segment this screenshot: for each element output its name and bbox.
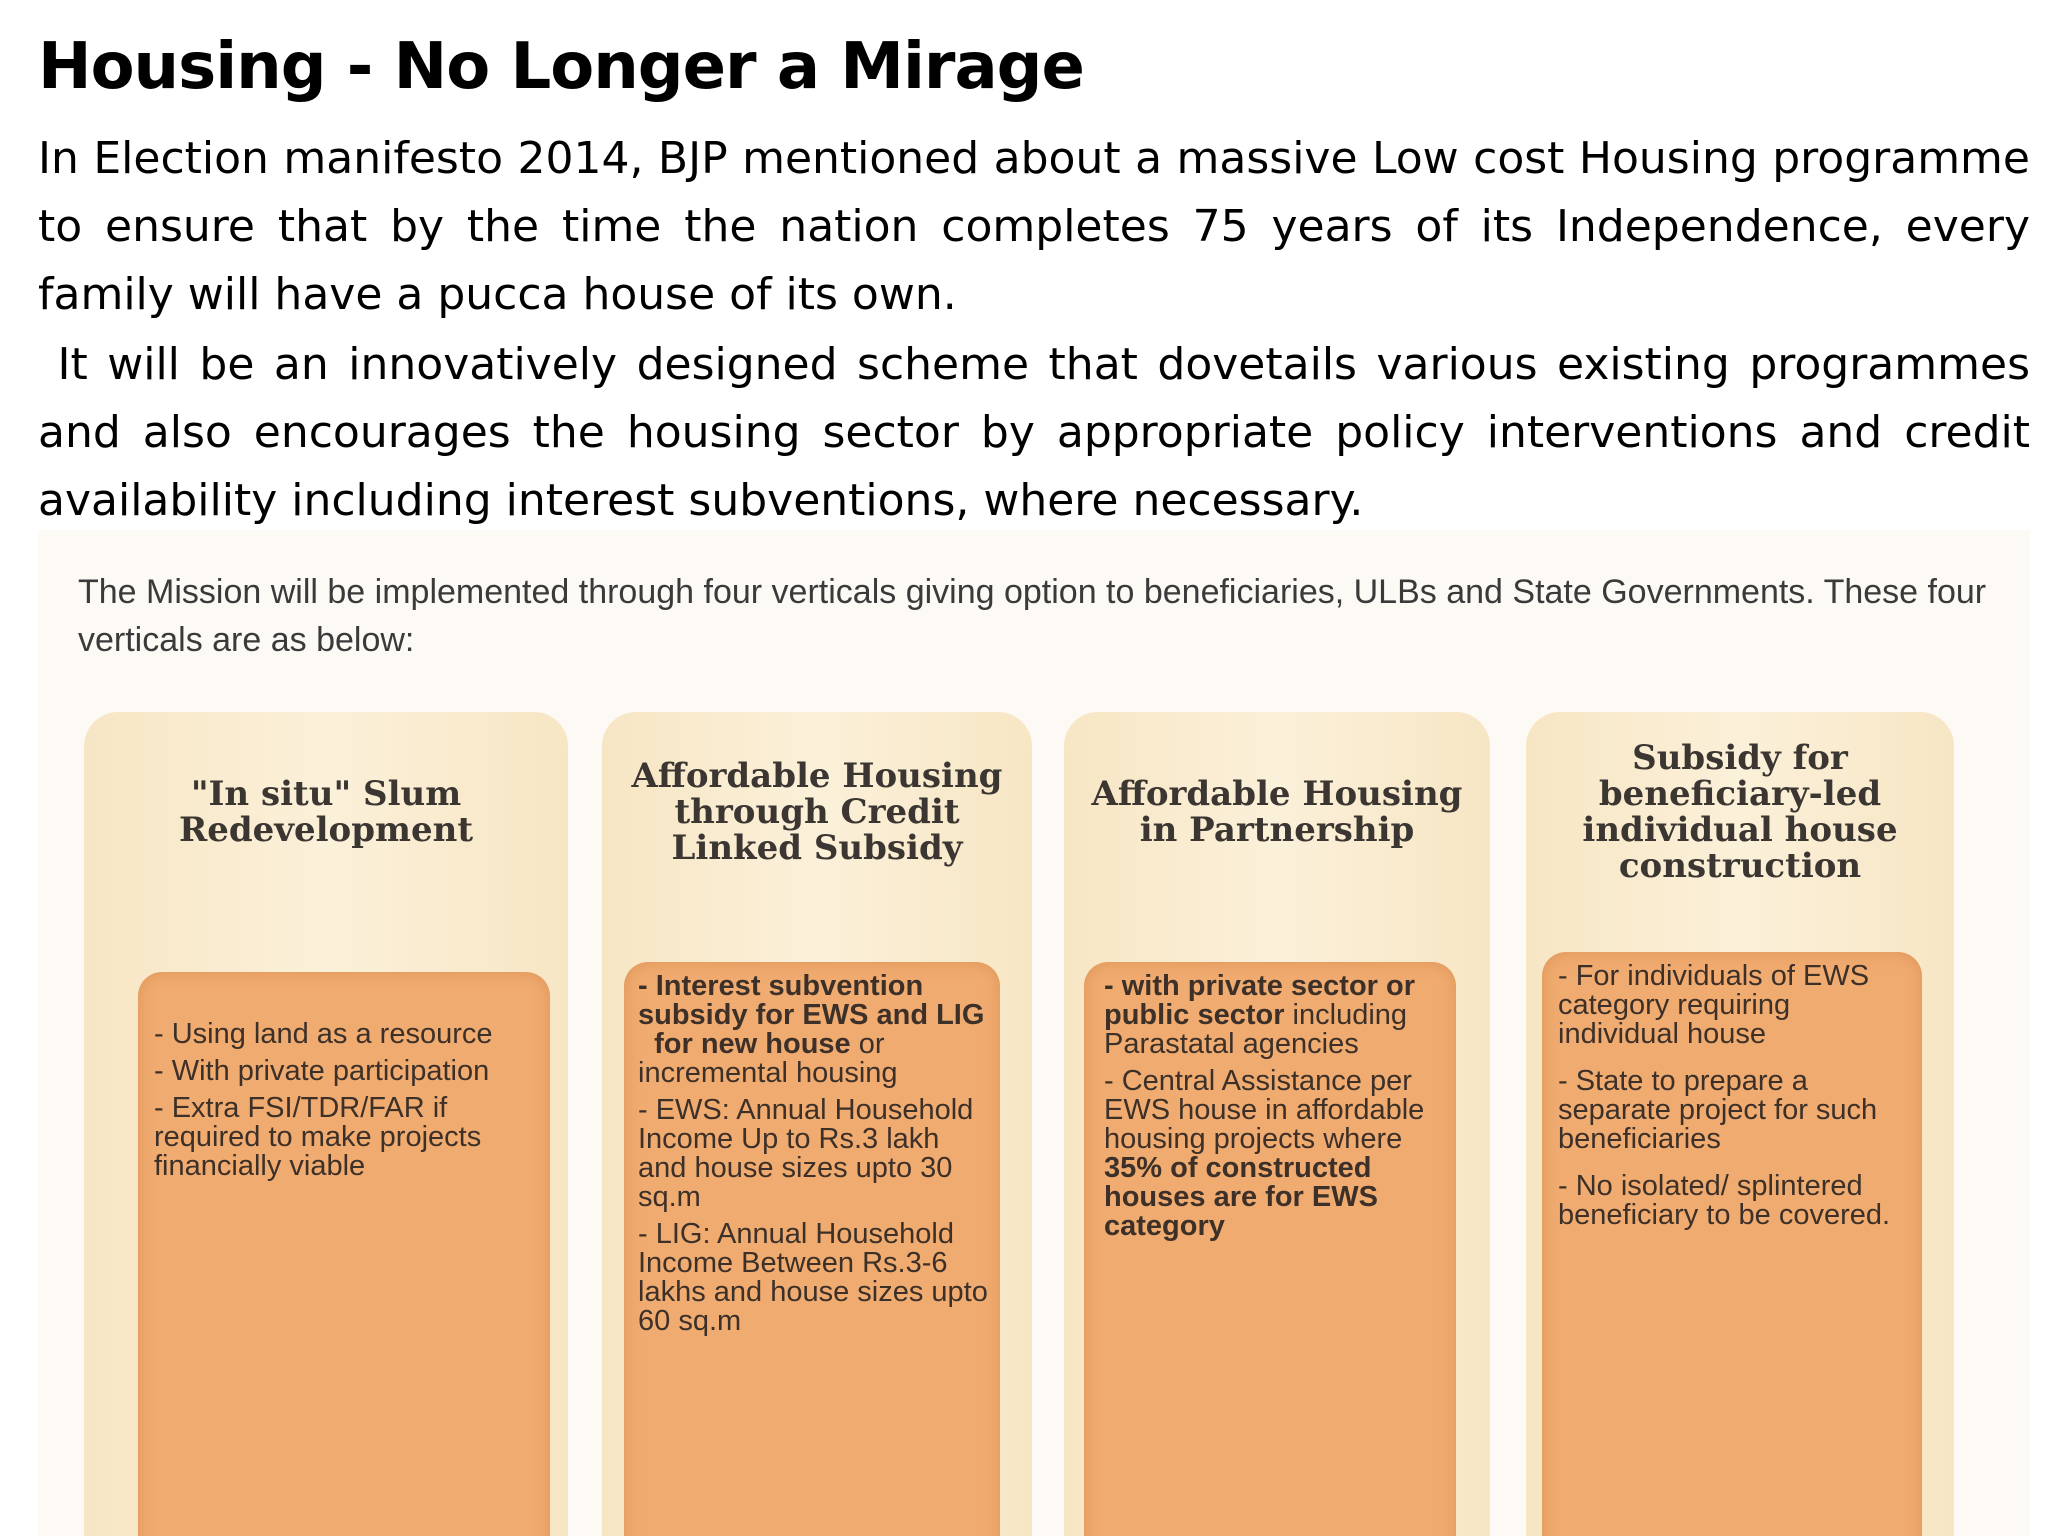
vertical-item: - No isolated/ splintered beneficiary to be covered. <box>1558 1170 1891 1231</box>
vertical-item <box>1104 972 1444 1059</box>
vertical-beneficiary-led <box>1526 712 1954 1536</box>
vertical-heading: "In situ" Slum Redevelopment <box>178 774 474 850</box>
vertical-heading: Affordable Housing in Partnership <box>1091 774 1463 850</box>
vertical-item <box>638 972 988 1088</box>
vertical-item-normal: or incremental housing <box>638 1028 898 1089</box>
vertical-body <box>1084 962 1456 1536</box>
vertical-partnership <box>1064 712 1490 1536</box>
vertical-heading: Subsidy for beneficiary-led individual house construction <box>1582 738 1898 886</box>
vertical-item-normal: - EWS: Annual Household Income Up to Rs.3 lakh and house sizes upto 30 sq.m <box>638 1094 974 1213</box>
vertical-item <box>1104 1067 1444 1154</box>
slide-title: Housing - No Longer a Mirage <box>38 30 1084 104</box>
vertical-body <box>1542 952 1922 1536</box>
figure-intro: The Mission will be implemented through four verticals giving option to beneficiaries, ULBs and State Governments. These four verticals are as below: <box>78 573 1987 659</box>
vertical-body <box>138 972 550 1536</box>
vertical-in-situ <box>84 712 568 1536</box>
paragraph-manifesto: In Election manifesto 2014, BJP mentioned about a massive Low cost Housing programme to ensure that by the time the nation completes 75 years of its Independence, every family will have a pucca house of its own. <box>38 133 2030 320</box>
vertical-body <box>624 962 1000 1536</box>
vertical-credit-linked <box>602 712 1032 1536</box>
vertical-item <box>1104 1154 1444 1241</box>
vertical-item: - Using land as a resource <box>154 1018 493 1050</box>
vertical-item: - With private participation <box>154 1055 490 1087</box>
vertical-item <box>638 1220 988 1336</box>
vertical-item-normal: - Central Assistance per EWS house in affordable housing projects where <box>1104 1065 1425 1155</box>
vertical-item: - State to prepare a separate project for such beneficiaries <box>1558 1065 1878 1155</box>
vertical-heading: Affordable Housing through Credit Linked Subsidy <box>631 756 1003 868</box>
vertical-item-bold: 35% of constructed houses are for EWS category <box>1104 1152 1378 1242</box>
vertical-item: - For individuals of EWS category requiring individual house <box>1558 960 1870 1050</box>
vertical-item-bold: - with private sector or public sector <box>1104 970 1416 1031</box>
paragraph-scheme: It will be an innovatively designed scheme that dovetails various existing programmes and also encourages the housing sector by appropriate policy interventions and credit availability including interest subventions, where necessary. <box>38 339 2030 526</box>
vertical-item: - Extra FSI/TDR/FAR if required to make projects financially viable <box>154 1092 482 1182</box>
vertical-item <box>638 1096 988 1212</box>
vertical-item-normal: - LIG: Annual Household Income Between Rs.3-6 lakhs and house sizes upto 60 sq.m <box>638 1218 988 1337</box>
verticals-figure <box>38 530 2030 1536</box>
vertical-item-bold: - Interest subvention subsidy for EWS and LIG for new house <box>638 970 985 1060</box>
vertical-item-normal: including Parastatal agencies <box>1104 999 1408 1060</box>
